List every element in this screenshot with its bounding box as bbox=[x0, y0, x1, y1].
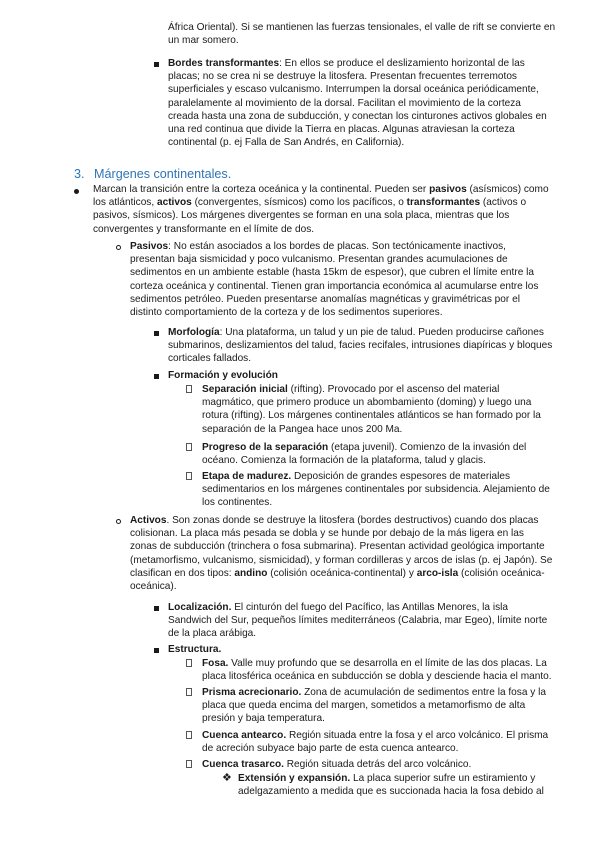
term-antearco: Cuenca antearco. bbox=[202, 730, 287, 741]
paragraph-localizacion: Localización. El cinturón del fuego del Pacífico, las Antillas Menores, la isla Sandwich del Sur, pequeños límites mediterráneos (Calabria, mar Egeo), límite norte de la placa arábiga. bbox=[168, 602, 548, 640]
paragraph-prisma: Prisma acrecionario. Zona de acumulación de sedimentos entre la fosa y la placa que queda encima del margen, sometidos a metamorfismo de alta presión y baja temperatura. bbox=[202, 687, 546, 725]
section-title: Márgenes continentales. bbox=[94, 167, 232, 181]
bullet-box-icon bbox=[186, 659, 192, 667]
paragraph-extension: Extensión y expansión. La placa superior sufre un estiramiento y adelgazamiento a medida que es succionada hacia la fosa debido al bbox=[238, 773, 544, 798]
bullet-box-icon bbox=[186, 472, 192, 480]
bullet-box-icon bbox=[186, 731, 192, 739]
paragraph-madurez: Etapa de madurez. Deposición de grandes espesores de materiales sedimentarios en los márgenes continentales por subsidencia. Alejamiento de los continentes. bbox=[202, 471, 550, 509]
term-fosa: Fosa. bbox=[202, 658, 229, 669]
term-madurez: Etapa de madurez. bbox=[202, 471, 292, 482]
term-activos: Activos bbox=[130, 515, 167, 526]
paragraph-progreso: Progreso de la separación (etapa juvenil). Comienzo de la invasión del océano. Comienza la formación de la plataforma, talud y glacis. bbox=[202, 442, 527, 467]
term-morfologia: Morfología bbox=[168, 327, 220, 338]
term-pasivos: Pasivos bbox=[130, 241, 169, 252]
heading-formacion: Formación y evolución bbox=[168, 370, 278, 381]
bullet-square-icon bbox=[154, 606, 159, 611]
paragraph-trasarco: Cuenca trasarco. Región situada detrás del arco volcánico. bbox=[202, 759, 472, 770]
bullet-circle-icon bbox=[116, 519, 121, 524]
bullet-dot-icon bbox=[74, 189, 79, 194]
bullet-box-icon bbox=[186, 385, 192, 393]
term-bordes-transformantes: Bordes transformantes bbox=[168, 58, 280, 69]
term-extension: Extensión y expansión. bbox=[238, 773, 351, 784]
term-prisma: Prisma acrecionario. bbox=[202, 687, 302, 698]
bullet-square-icon bbox=[154, 331, 159, 336]
bullet-box-icon bbox=[186, 688, 192, 696]
term-separacion: Separación inicial bbox=[202, 384, 288, 395]
paragraph-antearco: Cuenca antearco. Región situada entre la fosa y el arco volcánico. El prisma de acreción subyace bajo parte de esta cuenca antearco. bbox=[202, 730, 549, 755]
paragraph-pasivos: Pasivos: No están asociados a los bordes de placas. Son tectónicamente inactivos, presentan baja sismicidad y poco vulcanismo. Presentan grandes acumulaciones de sedimentos en un ambiente estable (hasta 15km de espesor), que cubren el límite entre la corteza oceánica y continental. Tienen gran importancia económica al acumularse entre los sedimentos petróleo. Pueden presentarse anomalías magnéticas y gravimétricas por el distinto comportamiento de la corteza y de los sedimentos superiores. bbox=[130, 241, 539, 319]
term-localizacion: Localización. bbox=[168, 602, 232, 613]
bullet-square-icon bbox=[154, 648, 159, 653]
paragraph-separacion: Separación inicial (rifting). Provocado por el ascenso del material magmático, que primero produce un abombamiento (doming) y luego una rotura (rifting). Los márgenes continentales atlánticos se han formado por la separación de la Pangea hace unos 200 Ma. bbox=[202, 384, 541, 435]
section-heading bbox=[74, 167, 231, 181]
heading-estructura: Estructura. bbox=[168, 644, 222, 655]
paragraph-morfologia: Morfología: Una plataforma, un talud y un pie de talud. Pueden producirse cañones submarinos, deslizamientos del talud, facies recifales, intrusiones diapíricas y bloques corticales fallados. bbox=[168, 327, 553, 365]
bullet-diamond-icon: ❖ bbox=[222, 772, 232, 784]
paragraph-africa-continuation: África Oriental). Si se mantienen las fuerzas tensionales, el valle de rift se convierte en un mar somero. bbox=[168, 22, 556, 47]
section-number: 3. bbox=[74, 167, 85, 181]
paragraph-bordes-transformantes: Bordes transformantes: En ellos se produce el deslizamiento horizontal de las placas; no se crea ni se destruye la litosfera. Presentan frecuentes terremotos superficiales y escaso vulcanismo. Interrumpen la dorsal oceánica periódicamente, paralelamente al movimiento de la dorsal. Facilitan el movimiento de la corteza creada hasta una zona de subducción, y conectan los cinturones activos globales en una red continua que divide la Tierra en placas. Algunas atraviesan la corteza continental (p. ej Falla de San Andrés, en California). bbox=[168, 58, 547, 149]
paragraph-activos: Activos. Son zonas donde se destruye la litosfera (bordes destructivos) cuando dos placas colisionan. La placa más pesada se dobla y se hunde por debajo de la más ligera en las zonas de subducción (trinchera o fosa submarina). Presentan actividad geológica importante (metamorfismo, vulcanismo, sismicidad), y forman cordilleras y arcos de islas (p. ej Japón). Se clasifican en dos tipos: andino (colisión oceánica-continental) y arco-isla (colisión oceánica-oceánica). bbox=[130, 515, 553, 593]
bullet-box-icon bbox=[186, 760, 192, 768]
term-progreso: Progreso de la separación bbox=[202, 442, 329, 453]
paragraph-fosa: Fosa. Valle muy profundo que se desarrolla en el límite de las dos placas. La placa litosférica oceánica en subducción se dobla y desciende hacia el manto. bbox=[202, 658, 552, 683]
bullet-square-icon bbox=[154, 374, 159, 379]
bullet-square-icon bbox=[154, 62, 159, 67]
bullet-box-icon bbox=[186, 443, 192, 451]
bullet-circle-icon bbox=[116, 245, 121, 250]
paragraph-intro: Marcan la transición entre la corteza oceánica y la continental. Pueden ser pasivos (asísmicos) como los atlánticos, activos (convergentes, sísmicos) como los pacíficos, o transformantes (activos o pasivos, sísmicos). Los márgenes divergentes se forman en una sola placa, mientras que los convergentes y transformante en el límite de dos. bbox=[93, 184, 549, 235]
term-trasarco: Cuenca trasarco. bbox=[202, 759, 284, 770]
